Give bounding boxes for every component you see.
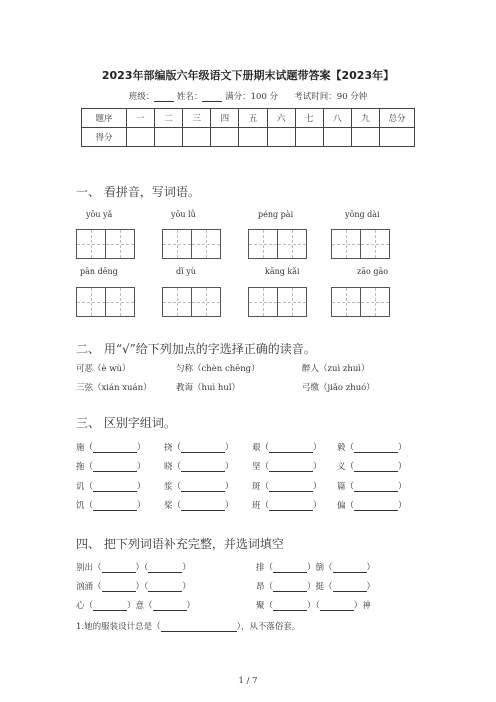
idiom-blank[interactable] [153,601,187,611]
idiom-part: ）倒（ [307,563,333,573]
tianzige-box[interactable] [76,229,135,259]
word-group-item: 斑（ ） [252,482,322,492]
pinyin-label: dǐ yù [176,267,196,276]
score-table-score-row [82,128,415,147]
idiom-part: ） [182,582,191,592]
question-1-blank[interactable] [161,622,237,632]
idiom-item [256,561,375,573]
character: 桨 [164,501,173,511]
word-group-item: 挠（ ） [164,443,234,453]
idiom-blank[interactable] [102,563,136,573]
score-cell[interactable] [380,128,415,147]
pinyin-label: péng pài [258,210,294,219]
word-group-item: 饥（ ） [76,501,146,511]
word-blank[interactable] [269,462,313,472]
word-blank[interactable] [181,462,225,472]
word-blank[interactable] [269,443,313,453]
word-group-item: 讥（ ） [76,482,146,492]
pinyin-label: yōng dài [345,210,380,219]
word-blank[interactable] [93,443,137,453]
idiom-blank[interactable] [273,582,307,592]
word-blank[interactable] [93,501,137,511]
character: 艰 [252,443,261,453]
idiom-part: 聚（ [256,601,274,611]
idiom-part: ） [186,601,196,611]
idiom-blank[interactable] [93,601,127,611]
character: 偏 [337,501,346,511]
section-4-heading: 四、 把下列词语补充完整，并选词填空 [76,537,284,551]
score-cell[interactable] [127,128,155,147]
tianzige-box[interactable] [162,229,221,259]
word-group-item: 浆（ ） [164,482,234,492]
tianzige-box[interactable] [331,229,390,259]
score-cell[interactable] [183,128,211,147]
pinyin-label: kāng kǎi [265,267,300,276]
tianzige-box[interactable] [248,229,307,259]
tianzige-box[interactable] [162,287,221,317]
character: 义 [337,462,346,472]
word-blank[interactable] [269,482,313,492]
pronunciation-item[interactable]: 可恶（è wù） [76,364,131,374]
full-score-label: 满分：100 分 [225,92,279,102]
time-label: 考试时间：90 分钟 [294,92,368,102]
section-3-heading: 三、 区别字组词。 [76,416,176,430]
word-group-item: 桨（ ） [164,501,234,511]
pronunciation-item[interactable]: 三弦（xián xuán） [76,383,152,393]
idiom-blank[interactable] [273,563,307,573]
pronunciation-item[interactable]: 醉人（zuì zhuì） [302,364,370,374]
pronunciation-item[interactable]: 弓缴（jiǎo zhuó） [302,383,375,393]
idiom-part: 汹涌（ [76,582,102,592]
question-1-suffix: ），从不落俗套。 [236,622,301,632]
character: 坚 [252,462,261,472]
word-blank[interactable] [181,501,225,511]
score-cell[interactable] [211,128,239,147]
idiom-part: ） [182,563,191,573]
idiom-blank[interactable] [333,582,367,592]
word-group-item: 艰（ ） [252,443,322,453]
idiom-part: ）（ [135,563,149,573]
word-blank[interactable] [354,443,398,453]
score-header-cell: 总分 [380,109,415,128]
class-blank[interactable] [154,92,174,102]
score-header-cell: 五 [239,109,267,128]
idiom-blank[interactable] [273,601,307,611]
word-blank[interactable] [93,462,137,472]
score-cell[interactable] [239,128,267,147]
pronunciation-item[interactable]: 匀称（chèn chēng） [176,364,260,374]
character: 施 [76,443,85,453]
score-cell[interactable] [267,128,295,147]
idiom-blank[interactable] [148,582,182,592]
idiom-part: ）意（ [127,601,153,611]
idiom-part: ） [366,582,376,592]
idiom-part: 心（ [76,601,94,611]
name-blank[interactable] [202,92,222,102]
idiom-blank[interactable] [148,563,182,573]
word-group-item: 坚（ ） [252,462,322,472]
word-group-item: 篇（ ） [337,482,407,492]
pinyin-label: yōu yǎ [86,210,113,219]
idiom-item [76,580,191,592]
document-title: 2023年部编版六年级语文下册期末试题带答案【2023年】 [101,69,395,82]
score-cell[interactable] [323,128,351,147]
word-group-item: 毅（ ） [337,443,407,453]
score-header-cell: 六 [267,109,295,128]
section-1-heading: 一、 看拼音，写词语。 [76,185,200,199]
score-cell[interactable] [351,128,379,147]
word-group-item: 偏（ ） [337,501,407,511]
page-number: 1 / 7 [238,676,258,686]
idiom-item [256,580,375,592]
idiom-blank[interactable] [333,563,367,573]
idiom-part: ）神 [353,601,371,611]
section-2-heading: 二、 用“√”给下列加点的字选择正确的读音。 [76,342,316,356]
word-blank[interactable] [354,501,398,511]
class-label: 班级： [128,92,155,102]
score-header-cell: 八 [323,109,351,128]
pronunciation-item[interactable]: 教诲（huì huǐ） [176,383,241,393]
question-1-prefix: 1.她的服装设计总是（ [76,622,161,632]
idiom-part: ）挺（ [307,582,333,592]
word-group-item: 施（ ） [76,443,146,453]
fill-question-1 [76,620,300,632]
tianzige-box[interactable] [331,287,390,317]
character: 毅 [337,443,346,453]
character: 饥 [76,501,85,511]
character: 篇 [337,482,346,492]
idiom-item [256,599,371,611]
word-blank[interactable] [93,482,137,492]
word-blank[interactable] [269,501,313,511]
idiom-part: 排（ [256,563,274,573]
idiom-part: ） [366,563,376,573]
word-blank[interactable] [354,482,398,492]
tianzige-box[interactable] [248,287,307,317]
word-group-item: 晓（ ） [164,462,234,472]
score-header-cell: 二 [155,109,183,128]
score-header-cell: 七 [295,109,323,128]
score-table [81,108,415,147]
word-blank[interactable] [181,443,225,453]
score-header-cell: 四 [211,109,239,128]
score-table-header-row [82,109,415,128]
score-header-cell: 三 [183,109,211,128]
idiom-item [76,599,195,611]
word-blank[interactable] [354,462,398,472]
character: 浆 [164,482,173,492]
score-header-cell: 一 [127,109,155,128]
score-row-label: 得分 [82,128,127,147]
word-group-item: 义（ ） [337,462,407,472]
score-cell[interactable] [295,128,323,147]
idiom-blank[interactable] [320,601,354,611]
idiom-part: 别出（ [76,563,102,573]
character: 班 [252,501,261,511]
exam-info [0,90,496,102]
score-header-cell: 题序 [82,109,127,128]
character: 晓 [164,462,173,472]
pinyin-label: zāo gāo [357,267,389,276]
word-blank[interactable] [181,482,225,492]
character: 挠 [164,443,173,453]
score-header-cell: 九 [351,109,379,128]
pinyin-label: yōu lǜ [171,210,196,219]
pinyin-label: pān dēng [80,267,118,276]
word-group-item: 拖（ ） [76,462,146,472]
character: 讥 [76,482,85,492]
score-cell[interactable] [155,128,183,147]
tianzige-box[interactable] [76,287,135,317]
idiom-part: 昂（ [256,582,274,592]
idiom-blank[interactable] [102,582,136,592]
character: 拖 [76,462,85,472]
name-label: 姓名： [176,92,203,102]
idiom-item [76,561,191,573]
idiom-part: ）（ [135,582,149,592]
word-group-item: 班（ ） [252,501,322,511]
character: 斑 [252,482,261,492]
idiom-part: ）（ [307,601,320,611]
